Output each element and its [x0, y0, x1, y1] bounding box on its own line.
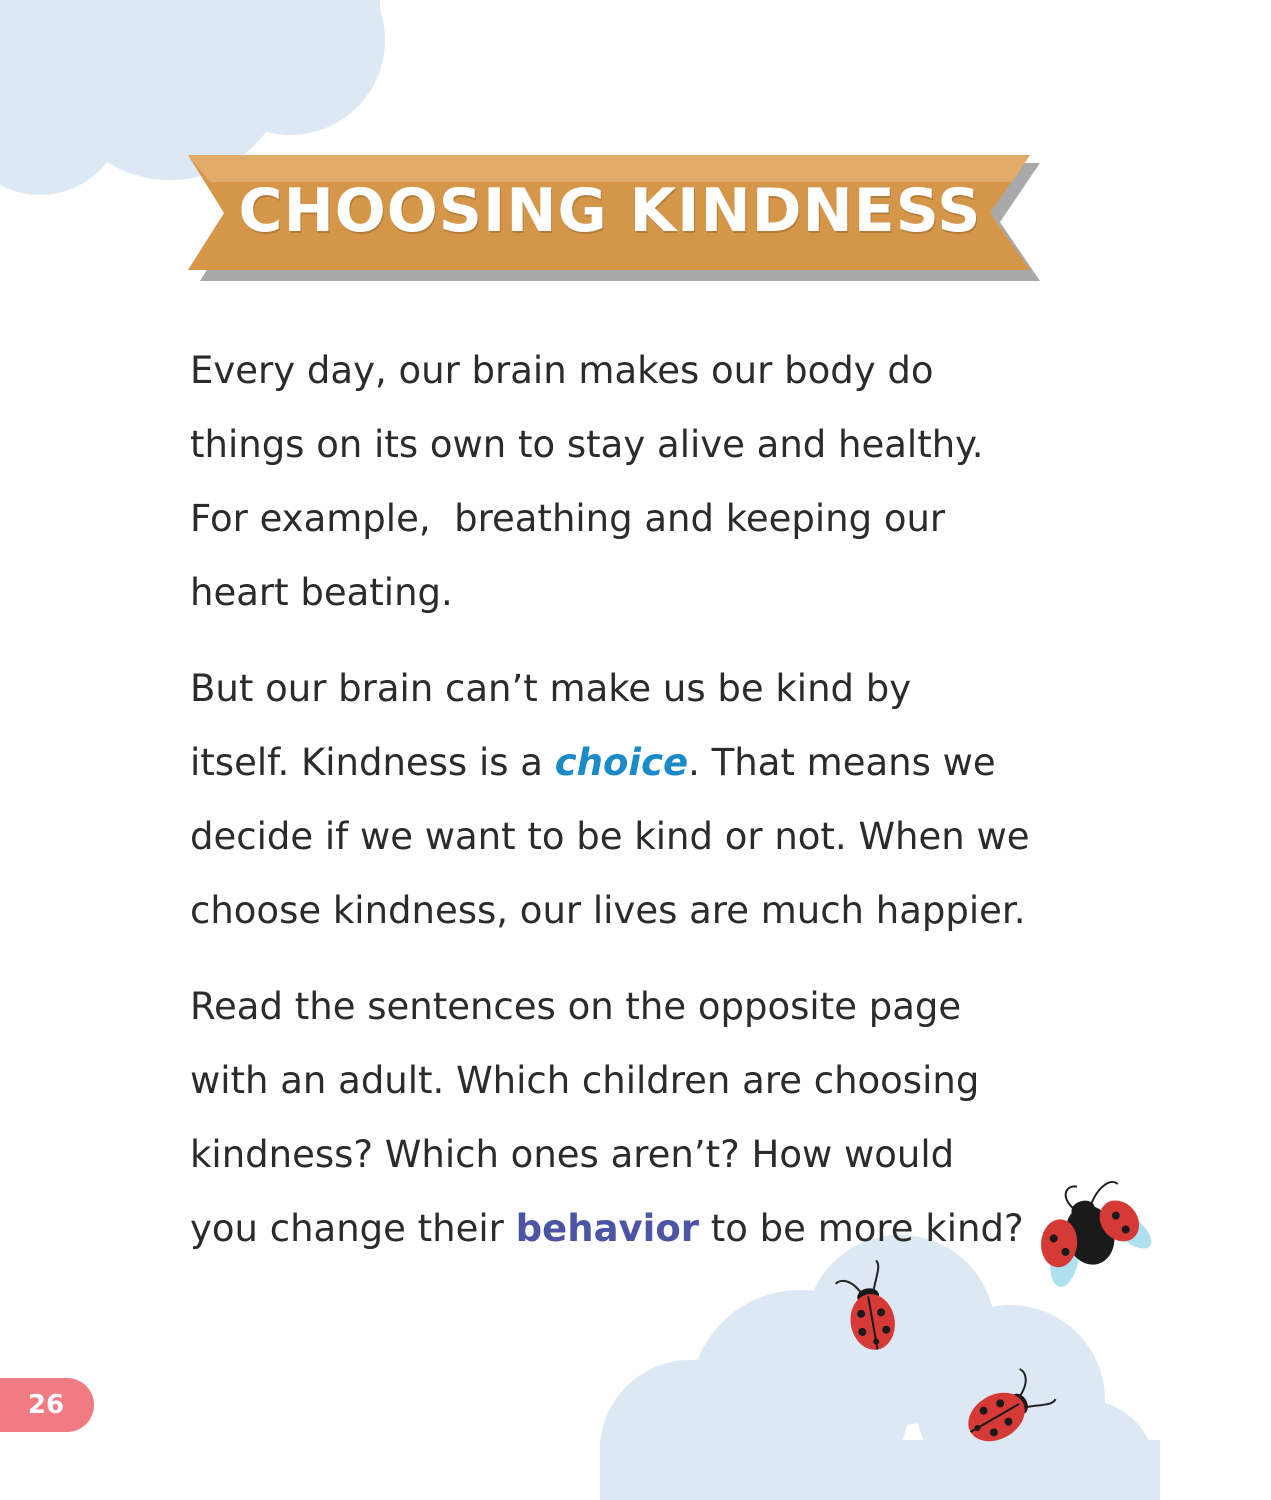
text-line: Every day, our brain makes our body do [190, 349, 934, 392]
keyword-choice: choice [554, 741, 689, 784]
body-text [190, 334, 1090, 1288]
keyword-behavior: behavior [515, 1207, 700, 1250]
page-number: 26 [27, 1390, 65, 1420]
text-line: decide if we want to be kind or not. When we [190, 815, 1030, 858]
text-line [190, 1192, 1090, 1266]
text-segment: you change their [190, 1207, 516, 1250]
text-segment: to be more kind? [699, 1207, 1024, 1250]
text-line: But our brain can’t make us be kind by [190, 667, 912, 710]
text-line: choose kindness, our lives are much happier. [190, 889, 1026, 932]
text-line: with an adult. Which children are choosing [190, 1059, 980, 1102]
text-line: For example, breathing and keeping our [190, 497, 946, 540]
paragraph [190, 334, 1090, 630]
text-segment: itself. Kindness is a [190, 741, 555, 784]
text-segment: . That means we [688, 741, 996, 784]
text-line: kindness? Which ones aren’t? How would [190, 1133, 955, 1176]
text-line [190, 726, 1090, 800]
paragraph [190, 970, 1090, 1266]
text-line: things on its own to stay alive and healthy. [190, 423, 984, 466]
text-line: heart beating. [190, 571, 453, 614]
page-title: CHOOSING KINDNESS [238, 176, 982, 246]
text-line: Read the sentences on the opposite page [190, 985, 962, 1028]
paragraph [190, 652, 1090, 948]
